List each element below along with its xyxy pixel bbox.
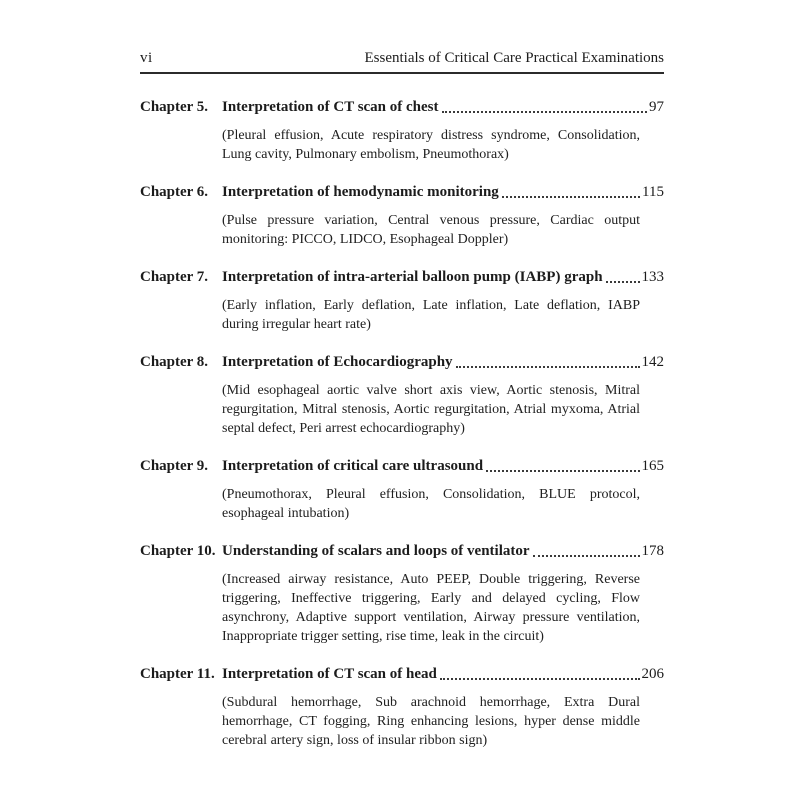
toc-entry (140, 456, 664, 523)
dot-leader (606, 281, 640, 283)
dot-leader (440, 678, 640, 680)
page-folio: vi (140, 50, 153, 66)
toc-entry (140, 267, 664, 334)
chapter-description: (Pneumothorax, Pleural effusion, Consolidation, BLUE protocol, esophageal intubation) (222, 487, 640, 521)
chapter-description: (Early inflation, Early deflation, Late inflation, Late deflation, IABP during irregular heart rate) (222, 298, 640, 332)
chapter-page-number: 178 (641, 543, 664, 559)
toc-entry (140, 664, 664, 750)
toc-entry (140, 352, 664, 438)
chapter-page-number: 115 (642, 184, 664, 200)
chapter-label: Chapter 11. (140, 666, 215, 682)
chapter-description: (Increased airway resistance, Auto PEEP, Double triggering, Reverse triggering, Ineffective triggering, Early and delayed cycling, Flow asynchrony, Adaptive support ventilation, Airway pressure ventilation, Inappropriate trigger setting, rise time, leak in the circuit) (222, 572, 640, 644)
chapter-page-number: 206 (641, 666, 664, 682)
toc-entry (140, 182, 664, 249)
toc-entry-row (140, 97, 664, 117)
chapter-label: Chapter 10. (140, 543, 216, 559)
chapter-title: Interpretation of critical care ultrasound (222, 458, 484, 474)
dot-leader (442, 111, 647, 113)
chapter-title: Interpretation of hemodynamic monitoring (222, 184, 499, 200)
toc-entry-row (140, 664, 664, 684)
chapter-title: Understanding of scalars and loops of ventilator (222, 543, 530, 559)
table-of-contents (140, 97, 664, 768)
toc-entry-row (140, 541, 664, 561)
toc-entry (140, 97, 664, 164)
dot-leader (533, 555, 640, 557)
chapter-page-number: 142 (641, 354, 664, 370)
chapter-page-number: 133 (641, 269, 664, 285)
chapter-description: (Pulse pressure variation, Central venous pressure, Cardiac output monitoring: PICCO, LIDCO, Esophageal Doppler) (222, 213, 640, 247)
chapter-label: Chapter 9. (140, 458, 209, 474)
running-header (140, 50, 664, 74)
chapter-title: Interpretation of Echocardiography (222, 354, 453, 370)
toc-entry-row (140, 267, 664, 287)
chapter-page-number: 97 (649, 99, 664, 115)
dot-leader (456, 366, 640, 368)
running-header-title: Essentials of Critical Care Practical Examinations (364, 50, 664, 66)
chapter-description: (Mid esophageal aortic valve short axis view, Aortic stenosis, Mitral regurgitation, Mitral stenosis, Aortic regurgitation, Atrial myxoma, Atrial septal defect, Peri arrest echocardiography) (222, 383, 640, 436)
chapter-description: (Subdural hemorrhage, Sub arachnoid hemorrhage, Extra Dural hemorrhage, CT fogging, Ring enhancing lesions, hyper dense middle cerebral artery sign, loss of insular ribbon sign) (222, 695, 640, 748)
toc-entry (140, 541, 664, 646)
chapter-label: Chapter 7. (140, 269, 209, 285)
chapter-label: Chapter 6. (140, 184, 209, 200)
dot-leader (502, 196, 640, 198)
toc-entry-row (140, 456, 664, 476)
toc-entry-row (140, 352, 664, 372)
chapter-title: Interpretation of CT scan of head (222, 666, 437, 682)
chapter-label: Chapter 5. (140, 99, 209, 115)
chapter-title: Interpretation of intra-arterial balloon pump (IABP) graph (222, 269, 603, 285)
chapter-page-number: 165 (641, 458, 664, 474)
dot-leader (486, 470, 639, 472)
toc-entry-row (140, 182, 664, 202)
chapter-label: Chapter 8. (140, 354, 209, 370)
chapter-title: Interpretation of CT scan of chest (222, 99, 439, 115)
chapter-description: (Pleural effusion, Acute respiratory distress syndrome, Consolidation, Lung cavity, Pulmonary embolism, Pneumothorax) (222, 128, 640, 162)
